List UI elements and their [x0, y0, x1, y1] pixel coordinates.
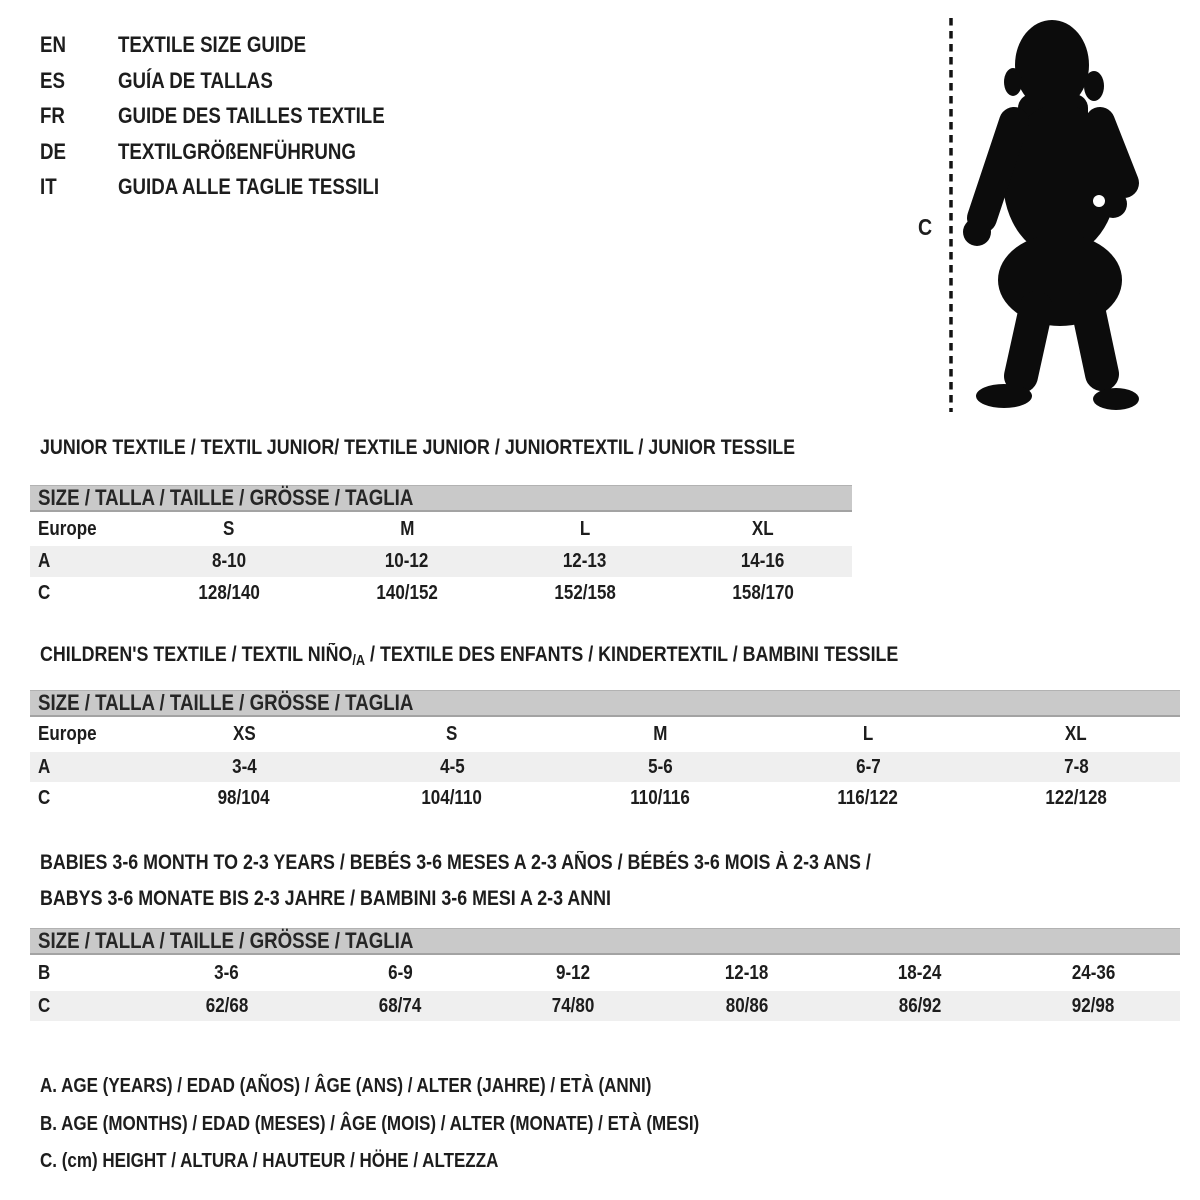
lang-code: EN — [40, 32, 66, 57]
children-header-row — [30, 717, 1180, 752]
lang-row-fr — [40, 98, 432, 134]
cell-height: 98/104 — [217, 786, 270, 809]
cell-height: 158/170 — [732, 581, 794, 604]
children-age-row — [30, 752, 1180, 782]
cell-months: 12-18 — [724, 961, 769, 984]
babies-size-table — [30, 928, 1180, 1021]
junior-title-text: JUNIOR TEXTILE / TEXTIL JUNIOR/ TEXTILE JUNIOR / JUNIORTEXTIL / JUNIOR TESSILE — [40, 436, 796, 459]
cell-height: 92/98 — [1072, 994, 1115, 1017]
cell-height: 68/74 — [378, 994, 422, 1017]
lang-title: TEXTILGRÖßENFÜHRUNG — [118, 138, 356, 164]
cell-height: 140/152 — [376, 581, 438, 604]
babies-height-row — [30, 991, 1180, 1021]
cell-age: 10-12 — [385, 550, 429, 572]
size-bar-label: SIZE / TALLA / TAILLE / GRÖSSE / TAGLIA — [38, 928, 414, 953]
junior-section-title — [40, 437, 928, 459]
cell-months: 6-9 — [387, 961, 413, 984]
junior-size-bar — [30, 485, 852, 512]
language-title-list — [40, 27, 432, 205]
cell-months: 18-24 — [898, 961, 942, 984]
measure-label-c: C — [918, 214, 933, 240]
junior-height-row — [30, 577, 852, 609]
cell-size-l: L — [862, 723, 874, 745]
cell-age: 12-13 — [563, 550, 607, 572]
cell-age: 14-16 — [741, 550, 785, 572]
cell-height: 116/122 — [837, 786, 899, 809]
junior-age-row — [30, 546, 852, 577]
cell-size-l: L — [579, 517, 591, 540]
lang-title: GUIDE DES TAILLES TEXTILE — [118, 103, 385, 128]
junior-header-row — [30, 512, 852, 546]
lang-row-es — [40, 63, 432, 99]
cell-months: 24-36 — [1071, 961, 1116, 984]
children-size-bar — [30, 690, 1180, 717]
cell-height: 152/158 — [554, 581, 616, 604]
legend — [40, 1068, 816, 1181]
legend-line-c: C. (cm) HEIGHT / ALTURA / HAUTEUR / HÖHE / ALTEZZA — [40, 1150, 499, 1172]
cell-months: 3-6 — [214, 961, 239, 984]
cell-europe: Europe — [38, 517, 97, 540]
children-size-table — [30, 690, 1180, 814]
children-title-text: CHILDREN'S TEXTILE / TEXTIL NIÑO/A / TEXTILE DES ENFANTS / KINDERTEXTIL / BAMBINI TESSILE — [40, 643, 899, 669]
title-subscript: /A — [352, 652, 366, 669]
cell-height: 104/110 — [421, 786, 483, 809]
babies-size-bar — [30, 928, 1180, 955]
cell-height: 122/128 — [1045, 786, 1107, 809]
cell-height: 80/86 — [725, 994, 768, 1017]
cell-months: 9-12 — [556, 961, 591, 984]
cell-size-xl: XL — [1065, 723, 1087, 745]
lang-row-de — [40, 134, 432, 170]
cell-age: 7-8 — [1063, 755, 1089, 778]
cell-row-label-b: B — [38, 961, 51, 984]
cell-row-label-a: A — [38, 755, 51, 778]
cell-height: 128/140 — [198, 581, 260, 604]
cell-age: 4-5 — [439, 755, 465, 778]
lang-title: GUÍA DE TALLAS — [118, 67, 273, 93]
children-section-title — [40, 644, 1050, 668]
cell-size-m: M — [652, 723, 668, 745]
size-bar-label: SIZE / TALLA / TAILLE / GRÖSSE / TAGLIA — [38, 485, 414, 510]
cell-age: 3-4 — [231, 755, 257, 778]
lang-code: FR — [40, 103, 65, 128]
cell-age: 8-10 — [211, 550, 247, 572]
cell-height: 62/68 — [205, 994, 248, 1017]
cell-size-s: S — [446, 723, 458, 745]
cell-age: 5-6 — [647, 755, 673, 778]
cell-size-xl: XL — [752, 517, 774, 540]
cell-age: 6-7 — [855, 755, 881, 778]
figure — [900, 10, 1200, 440]
toddler-silhouette — [900, 10, 1200, 430]
cell-row-label-c: C — [38, 994, 51, 1017]
cell-size-xs: XS — [232, 723, 256, 745]
children-height-row — [30, 782, 1180, 814]
toddler-body — [963, 20, 1139, 410]
size-bar-label: SIZE / TALLA / TAILLE / GRÖSSE / TAGLIA — [38, 690, 414, 715]
hand-notch — [1093, 195, 1105, 207]
babies-months-row — [30, 955, 1180, 991]
cell-europe: Europe — [38, 723, 97, 745]
cell-row-label-c: C — [38, 786, 51, 809]
lang-row-en — [40, 27, 432, 63]
legend-line-b: B. AGE (MONTHS) / EDAD (MESES) / ÂGE (MOIS) / ALTER (MONATE) / ETÀ (MESI) — [40, 1112, 700, 1135]
lang-title: GUIDA ALLE TAGLIE TESSILI — [118, 174, 380, 199]
cell-size-s: S — [223, 517, 235, 540]
cell-height: 110/116 — [630, 786, 690, 809]
lang-code: ES — [40, 67, 65, 93]
lang-row-it — [40, 169, 432, 205]
cell-row-label-c: C — [38, 581, 51, 604]
lang-title: TEXTILE SIZE GUIDE — [118, 32, 307, 57]
junior-size-table — [30, 485, 852, 609]
legend-line-a: A. AGE (YEARS) / EDAD (AÑOS) / ÂGE (ANS) / ALTER (JAHRE) / ETÀ (ANNI) — [40, 1075, 652, 1097]
cell-size-m: M — [399, 517, 415, 540]
lang-code: IT — [40, 174, 57, 199]
cell-height: 86/92 — [898, 994, 942, 1017]
cell-height: 74/80 — [552, 994, 595, 1017]
babies-section-title — [40, 845, 1018, 917]
lang-code: DE — [40, 138, 66, 164]
cell-row-label-a: A — [38, 550, 51, 572]
babies-title-line2: BABYS 3-6 MONATE BIS 2-3 JAHRE / BAMBINI 3-6 MESI A 2-3 ANNI — [40, 887, 611, 910]
babies-title-line1: BABIES 3-6 MONTH TO 2-3 YEARS / BEBÉS 3-6 MESES A 2-3 AÑOS / BÉBÉS 3-6 MOIS À 2-3 ANS / — [40, 851, 871, 874]
